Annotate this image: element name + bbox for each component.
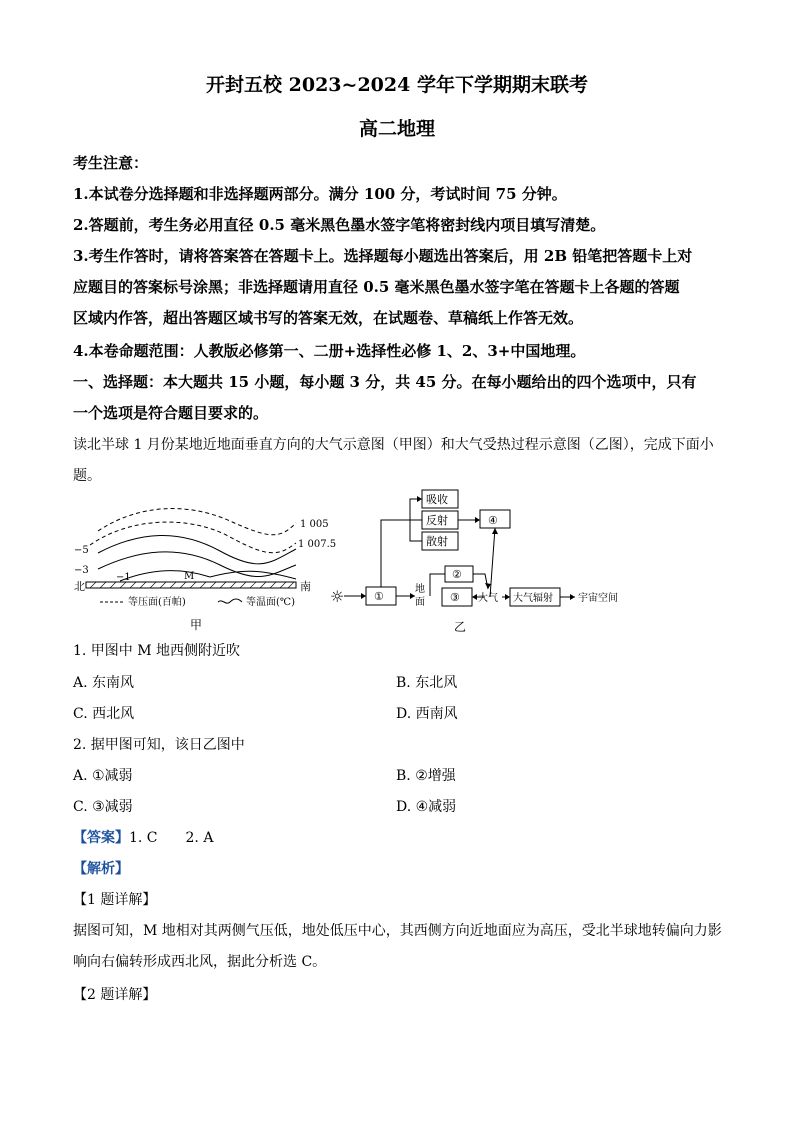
section-heading-cont: 一个选项是符合题目要求的。 — [73, 404, 269, 422]
legend-isotherm: 等温面(℃) — [246, 597, 295, 608]
q1-detail-text-cont: 响向右偏转形成西北风，据此分析选 C。 — [73, 954, 327, 970]
label-absorb: 吸收 — [426, 493, 448, 506]
intro-text-cont: 题。 — [73, 468, 101, 484]
answer-label: 【答案】 — [73, 830, 129, 846]
isobar-1005 — [98, 509, 296, 535]
label-m5: −5 — [74, 545, 89, 556]
label-2: ② — [452, 568, 462, 581]
label-M: M — [184, 571, 195, 582]
question-2-option-b: B. ②增强 — [396, 768, 456, 784]
flow-to-absorb — [381, 499, 422, 587]
section-heading: 一、选择题：本大题共 15 小题，每小题 3 分，共 45 分。在每小题给出的四个选项中，只有 — [73, 373, 697, 391]
analysis-label: 【解析】 — [73, 861, 129, 877]
q1-detail-heading: 【1 题详解】 — [73, 892, 157, 908]
caption-jia: 甲 — [190, 618, 203, 632]
caption-yi: 乙 — [454, 620, 467, 634]
isotherm-m1-right — [210, 571, 296, 579]
label-4: ④ — [488, 514, 498, 527]
label-1005: 1 005 — [300, 519, 329, 530]
isotherm-m5 — [98, 535, 296, 563]
label-1: ① — [374, 590, 384, 603]
figure-jia — [70, 505, 337, 635]
subject-title: 高二地理 — [358, 118, 435, 140]
question-1-stem: 1. 甲图中 M 地西侧附近吹 — [73, 643, 241, 659]
legend-isobar: 等压面(百帕) — [128, 597, 186, 608]
question-2-stem: 2. 据甲图可知，该日乙图中 — [73, 737, 245, 753]
q2-detail-heading: 【2 题详解】 — [73, 987, 157, 1003]
notice-item-1: 1.本试卷分选择题和非选择题两部分。满分 100 分，考试时间 75 分钟。 — [73, 185, 567, 203]
question-2-option-c: C. ③减弱 — [73, 799, 133, 815]
question-2-option-d: D. ④减弱 — [396, 799, 457, 815]
question-1-option-b: B. 东北风 — [396, 675, 458, 691]
label-atm-radiation: 大气辐射 — [513, 593, 553, 604]
label-ground-2: 面 — [415, 597, 425, 608]
question-1-option-c: C. 西北风 — [73, 706, 135, 722]
answer-text: 1. C 2. A — [129, 830, 214, 846]
label-ground-1: 地 — [415, 584, 425, 595]
label-scatter: 散射 — [426, 535, 448, 548]
isobar-1007 — [90, 522, 296, 553]
label-north: 北 — [74, 580, 85, 593]
isotherm-m1 — [120, 571, 210, 581]
label-space: 宇宙空间 — [578, 593, 618, 604]
question-1-option-a: A. 东南风 — [73, 675, 135, 691]
notice-item-3-cont2: 区域内作答，超出答题区域书写的答案无效，在试题卷、草稿纸上作答无效。 — [73, 309, 584, 327]
label-south: 南 — [300, 580, 311, 593]
notice-item-4: 4.本卷命题范围：人教版必修第一、二册+选择性必修 1、2、3+中国地理。 — [73, 342, 586, 360]
notice-item-2: 2.答题前，考生务必用直径 0.5 毫米黑色墨水签字笔将密封线内项目填写清楚。 — [73, 216, 606, 234]
intro-text: 读北半球 1 月份某地近地面垂直方向的大气示意图（甲图）和大气受热过程示意图（乙图），完成下面小 — [73, 437, 714, 453]
label-1007: 1 007.5 — [298, 539, 337, 550]
exam-title: 开封五校 2023~2024 学年下学期期末联考 — [206, 74, 588, 96]
figure-yi — [330, 485, 630, 635]
question-2-option-a: A. ①减弱 — [73, 768, 133, 784]
q1-detail-text: 据图可知，M 地相对其两侧气压低，地处低压中心，其西侧方向近地面应为高压，受北半球地转偏向力影 — [73, 923, 722, 939]
label-reflect: 反射 — [426, 514, 448, 527]
label-3: ③ — [450, 591, 460, 604]
label-m3: −3 — [74, 565, 89, 576]
label-atmosphere: 大气 — [478, 593, 498, 604]
notice-heading: 考生注意： — [73, 154, 149, 172]
notice-item-3-cont: 应题目的答案标号涂黑；非选择题请用直径 0.5 毫米黑色墨水签字笔在答题卡上各题的答题 — [73, 278, 680, 296]
label-m1: −1 — [116, 572, 131, 583]
notice-item-3: 3.考生作答时，请将答案答在答题卡上。选择题每小题选出答案后，用 2B 铅笔把答题卡上对 — [73, 247, 693, 265]
question-1-option-d: D. 西南风 — [396, 706, 458, 722]
answer-line — [73, 827, 213, 847]
sun-icon: ☼ — [330, 587, 345, 606]
